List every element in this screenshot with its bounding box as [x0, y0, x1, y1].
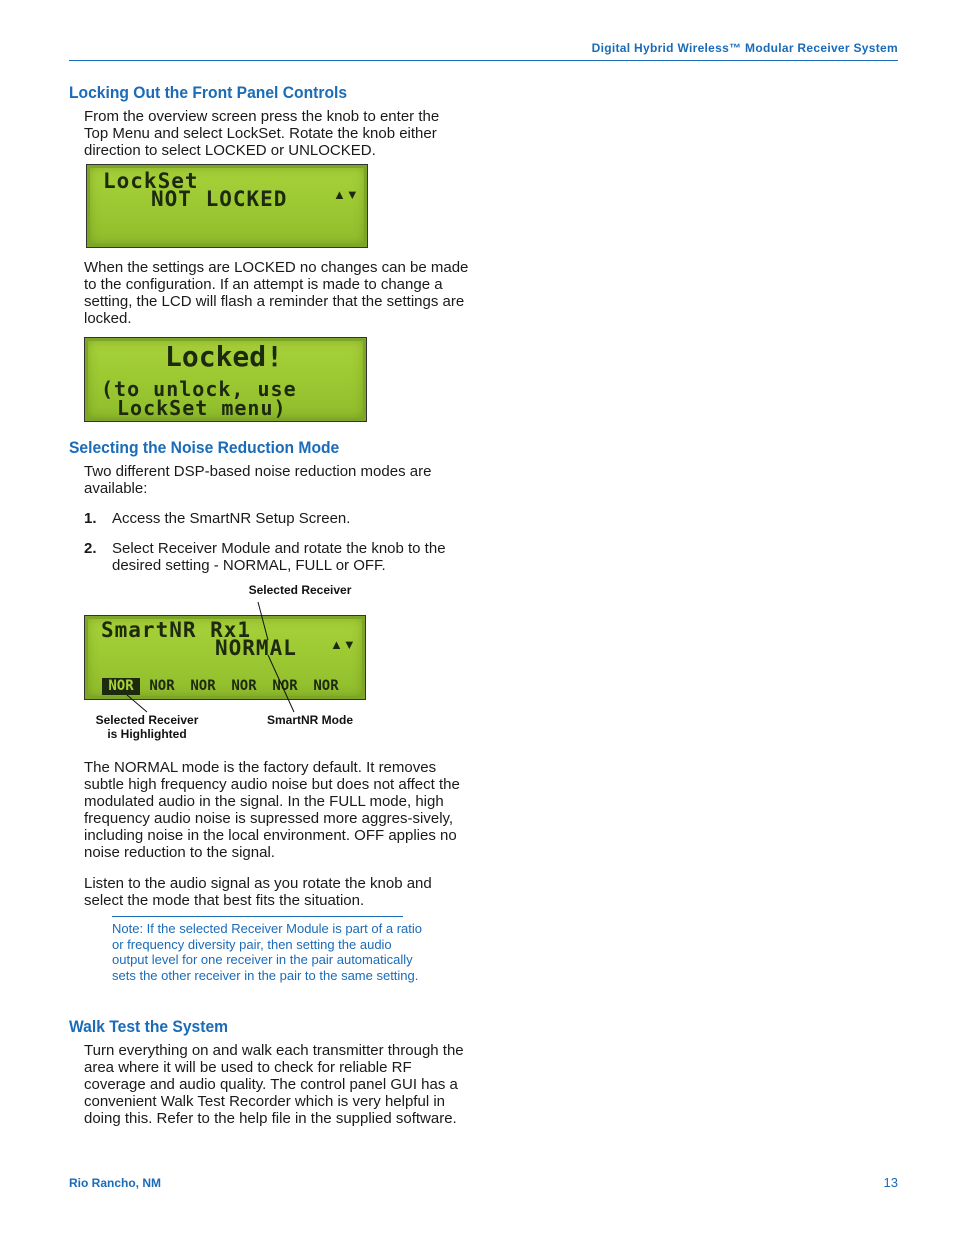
lcd-receiver-chip-5: NOR [272, 678, 298, 694]
lcd-locked-line1: Locked! [165, 340, 284, 373]
heading-locking-controls: Locking Out the Front Panel Controls [69, 83, 348, 102]
step-1-number: 1. [84, 510, 97, 527]
callout-highlighted-receiver [84, 713, 210, 741]
lcd-receiver-chip-6: NOR [313, 678, 339, 694]
step-1-text: Access the SmartNR Setup Screen. [112, 510, 351, 527]
locked-explanation-paragraph: When the settings are LOCKED no changes can be made to the configuration. If an attempt is made to change a setting, the LCD will flash a reminder that the settings are locked. [84, 259, 469, 327]
lcd-lockset-line2: NOT LOCKED [151, 187, 288, 211]
step-2-text: Select Receiver Module and rotate the knob to the desired setting - NORMAL, FULL or OFF. [112, 540, 446, 574]
callout-highlighted-line2: is Highlighted [107, 727, 187, 741]
footer-location: Rio Rancho, NM [69, 1176, 161, 1190]
heading-noise-reduction: Selecting the Noise Reduction Mode [69, 438, 340, 457]
lcd-smartnr-updown-arrows-icon: ▲▼ [330, 637, 356, 652]
walk-test-paragraph: Turn everything on and walk each transmitter through the area where it will be used to check for reliable RF coverage and audio quality. The control panel GUI has a convenient Walk Test Recorder which is very helpful in doing this. Refer to the help file in the supplied software. [84, 1042, 464, 1127]
heading-walk-test: Walk Test the System [69, 1017, 229, 1036]
callout-smartnr-mode: SmartNR Mode [266, 713, 353, 727]
lcd-locked-line3: LockSet menu) [117, 396, 287, 420]
lcd-smartnr-line1: SmartNR Rx1 [101, 618, 252, 642]
lcd-updown-arrows-icon: ▲▼ [333, 187, 359, 202]
note-rule [112, 916, 403, 917]
lcd-receiver-chip-4: NOR [231, 678, 257, 694]
lcd-smartnr-line2: NORMAL [215, 636, 297, 660]
lcd-receiver-chip-3: NOR [190, 678, 216, 694]
running-header: Digital Hybrid Wireless™ Modular Receiver System [591, 41, 898, 55]
callout-selected-receiver: Selected Receiver [248, 583, 352, 597]
callout-highlighted-line1: Selected Receiver [95, 713, 199, 727]
lcd-receiver-chip-2: NOR [149, 678, 175, 694]
diversity-pair-note: Note: If the selected Receiver Module is part of a ratio or frequency diversity pair, then setting the audio output level for one receiver in the pair automatically sets the other receiver in the pair to the same setting. [112, 921, 422, 983]
step-2-number: 2. [84, 540, 97, 557]
normal-mode-paragraph: The NORMAL mode is the factory default. It removes subtle high frequency audio noise but does not affect the modulated audio in the signal. In the FULL mode, high frequency audio noise is supressed more aggres-sively, including noise in the local environment. OFF applies no noise reduction to the signal. [84, 759, 460, 861]
lcd-lockset-line1: LockSet [103, 169, 199, 193]
lcd-locked-line2: (to unlock, use [101, 377, 297, 401]
noise-reduction-intro: Two different DSP-based noise reduction modes are available: [84, 463, 432, 497]
page-number: 13 [883, 1175, 898, 1190]
lcd-receiver-chip-1-highlighted: NOR [102, 678, 140, 695]
listen-paragraph: Listen to the audio signal as you rotate the knob and select the mode that best fits the situation. [84, 875, 432, 909]
locking-intro-paragraph: From the overview screen press the knob to enter the Top Menu and select LockSet. Rotate the knob either direction to select LOCKED or UNLOCKED. [84, 108, 440, 159]
